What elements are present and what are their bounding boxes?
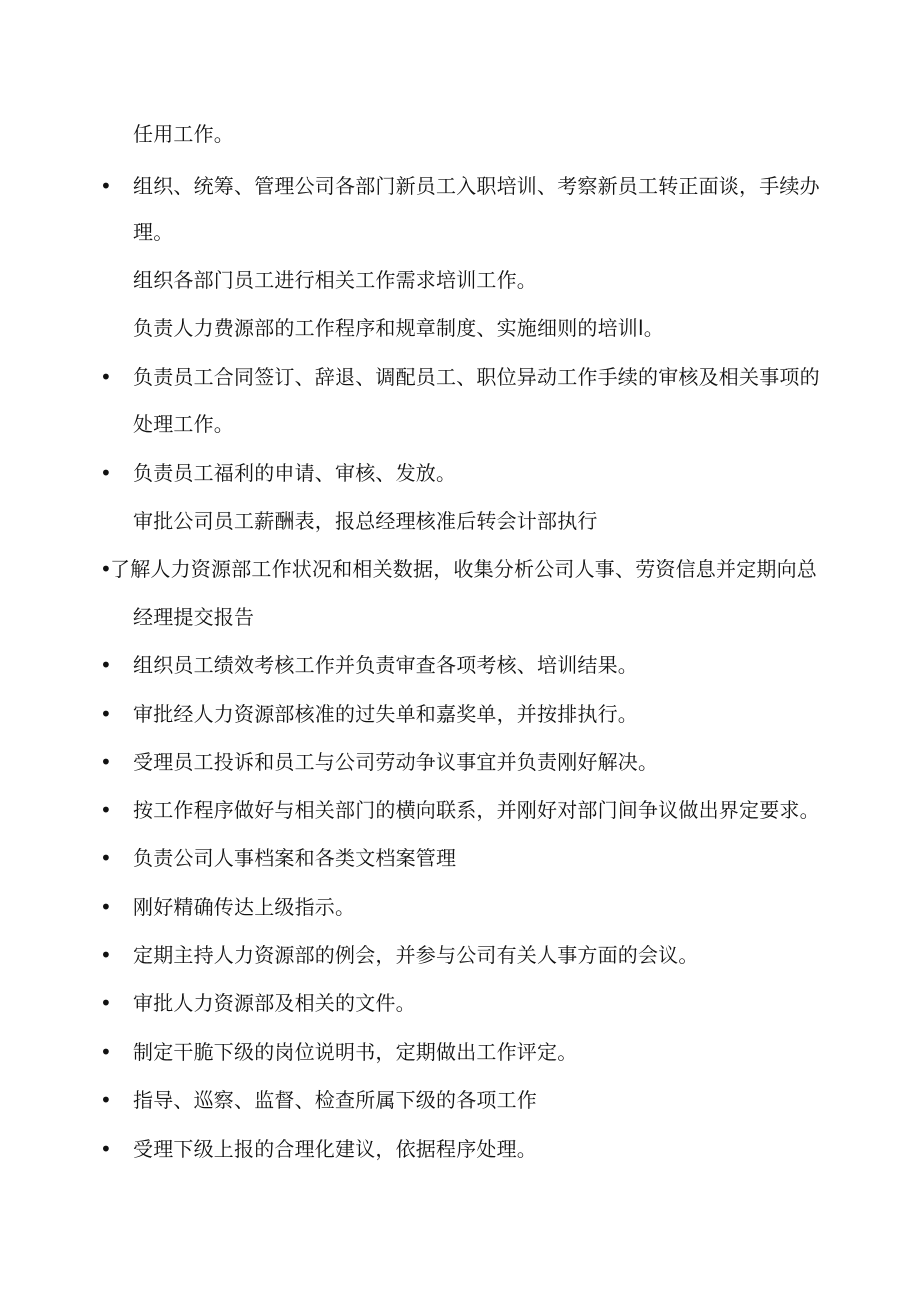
bullet-marker: • [100, 702, 112, 726]
text-line: 组织员工绩效考核工作并负责审查各项考核、培训结果。 [133, 653, 638, 677]
bullet-marker: • [100, 461, 112, 485]
text-line: 负责公司人事档案和各类文档案管理 [133, 846, 457, 870]
bullet-marker: • [100, 895, 112, 919]
text-line: 经理提交报告 [133, 605, 255, 629]
text-line: 负责员工合同签订、辞退、调配员工、职位异动工作手续的审核及相关事项的 [133, 365, 820, 389]
text-line: 处理工作。 [133, 412, 234, 436]
text-line: 指导、巡察、监督、检查所属下级的各项工作 [133, 1088, 537, 1112]
bullet-marker: • [100, 846, 112, 870]
text-line: 受理下级上报的合理化建议，依据程序处理。 [133, 1137, 537, 1161]
bullet-marker: • [100, 991, 112, 1015]
text-line: 按工作程序做好与相关部门的横向联系，并刚好对部门间争议做出界定要求。 [133, 798, 820, 822]
text-line: 刚好精确传达上级指示。 [133, 895, 356, 919]
bullet-marker: • [100, 798, 112, 822]
text-line: 组织各部门员工进行相关工作需求培训工作。 [133, 268, 537, 292]
bullet-marker: • [100, 653, 112, 677]
bullet-marker: • [100, 174, 112, 198]
bullet-marker: • [100, 557, 112, 581]
text-line: 了解人力资源部工作状况和相关数据，收集分析公司人事、劳资信息并定期向总 [110, 557, 817, 581]
text-line: 制定干脆下级的岗位说明书，定期做出工作评定。 [133, 1040, 578, 1064]
bullet-marker: • [100, 365, 112, 389]
bullet-marker: • [100, 1137, 112, 1161]
text-line: 审批经人力资源部核准的过失单和嘉奖单，并按排执行。 [133, 702, 638, 726]
bullet-marker: • [100, 1040, 112, 1064]
text-line: 定期主持人力资源部的例会，并参与公司有关人事方面的会议。 [133, 943, 699, 967]
text-line: 审批人力资源部及相关的文件。 [133, 991, 416, 1015]
bullet-marker: • [100, 1088, 112, 1112]
text-line: 组织、统筹、管理公司各部门新员工入职培训、考察新员工转正面谈，手续办 [133, 174, 820, 198]
bullet-marker: • [100, 750, 112, 774]
text-line: 理。 [133, 220, 174, 244]
text-line: 任用工作。 [133, 122, 234, 146]
bullet-marker: • [100, 943, 112, 967]
text-line: 负责员工福利的申请、审核、发放。 [133, 461, 457, 485]
text-line: 受理员工投诉和员工与公司劳动争议事宜并负责刚好解决。 [133, 750, 659, 774]
text-line: 审批公司员工薪酬表，报总经理核准后转会计部执行 [133, 509, 598, 533]
text-line: 负责人力费源部的工作程序和规章制度、实施细则的培训l。 [133, 316, 664, 340]
